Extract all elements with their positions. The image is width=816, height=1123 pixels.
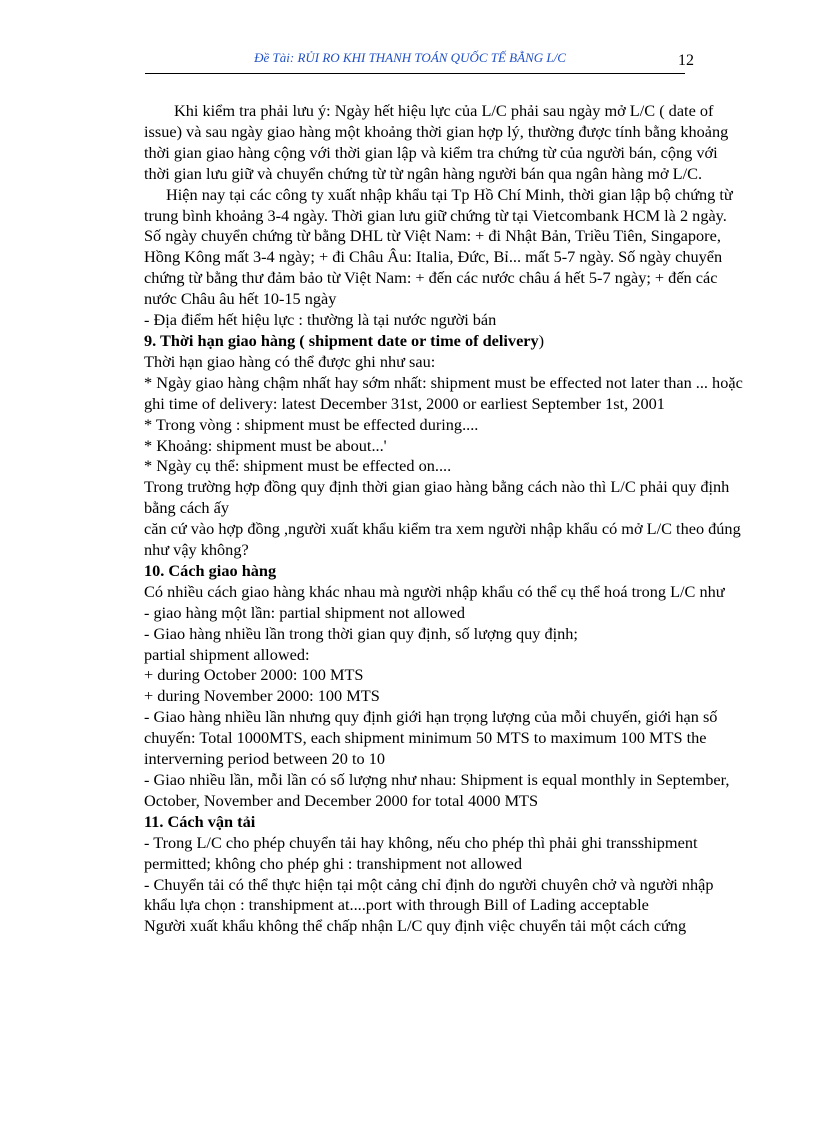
section-heading-9 [144,331,744,352]
list-item: * Ngày giao hàng chậm nhất hay sớm nhất: shipment must be effected not later than ... hoặc ghi time of delivery: latest December 31st, 2000 or earliest September 1st, 2001 [144,372,743,413]
paragraph-shipment-intro: Thời hạn giao hàng có thể được ghi như sau: [144,351,436,371]
list-item: + during November 2000: 100 MTS [144,686,380,706]
paragraph-expiry-note: Khi kiểm tra phải lưu ý: Ngày hết hiệu lực của L/C phải sau ngày mở L/C ( date of issue) và sau ngày giao hàng một khoảng thời gian hợp lý, thường được tính bằng khoảng thời gian giao hàng cộng với thời gian lập và kiểm tra chứng từ của người bán, cộng với thời gian lưu giữ và chuyển chứng từ từ ngân hàng người bán qua ngân hàng mở L/C. [144,101,729,183]
list-item: - Giao nhiều lần, mỗi lần có số lượng như nhau: Shipment is equal monthly in September, October, November and December 2000 for total 4000 MTS [144,770,730,810]
header-title: Đề Tài: RỦI RO KHI THANH TOÁN QUỐC TẾ BẰNG L/C [254,50,566,65]
paragraph-delivery-intro: Có nhiều cách giao hàng khác nhau mà người nhập khẩu có thể cụ thể hoá trong L/C như [144,581,725,601]
list-item: - Chuyển tải có thể thực hiện tại một cảng chỉ định do người chuyên chở và người nhập khẩu lựa chọn : transhipment at....port with through Bill of Lading acceptable [144,874,714,915]
list-item: - giao hàng một lần: partial shipment not allowed [144,602,466,622]
paragraph-hcm-timing: Hiện nay tại các công ty xuất nhập khẩu tại Tp Hồ Chí Minh, thời gian lập bộ chứng từ trung bình khoảng 3-4 ngày. Thời gian lưu giữ chứng từ tại Vietcombank HCM là 2 ngày. Số ngày chuyển chứng từ bằng DHL từ Việt Nam: + đi Nhật Bản, Triều Tiên, Singapore, Hồng Kông mất 3-4 ngày; + đi Châu Âu: Italia, Đức, Bỉ... mất 5-7 ngày. Số ngày chuyển chứng từ bằng thư đảm bảo từ Việt Nam: + đến các nước châu á hết 5-7 ngày; + đến các nước Châu âu hết 10-15 ngày [144,184,733,309]
list-item: * Khoảng: shipment must be about...' [144,435,387,455]
paragraph-contract-rule: Trong trường hợp đồng quy định thời gian giao hàng bằng cách nào thì L/C phải quy định bằng cách ấy [144,477,730,518]
section-heading-9-paren: ) [538,330,545,350]
section-heading-10: 10. Cách giao hàng [144,560,277,580]
header-divider [145,73,685,74]
list-item: - Giao hàng nhiều lần nhưng quy định giới hạn trọng lượng của mỗi chuyến, giới hạn số chuyến: Total 1000MTS, each shipment minimum 50 MTS to maximum 100 MTS the interverning period between 20 to 10 [144,707,718,769]
list-item: partial shipment allowed: [144,644,310,664]
page-number: 12 [678,52,694,69]
document-body [144,101,744,937]
paragraph-exporter-check: căn cứ vào hợp đồng ,người xuất khẩu kiểm tra xem người nhập khẩu có mở L/C theo đúng như vậy không? [144,519,741,560]
paragraph-transhipment-note: Người xuất khẩu không thể chấp nhận L/C quy định việc chuyển tải một cách cứng [144,916,687,936]
section-heading-11: 11. Cách vận tải [144,811,256,831]
list-item: - Trong L/C cho phép chuyển tải hay không, nếu cho phép thì phải ghi transshipment permitted; không cho phép ghi : transhipment not allowed [144,832,698,873]
list-item: - Giao hàng nhiều lần trong thời gian quy định, số lượng quy định; [144,623,578,643]
list-item: * Ngày cụ thể: shipment must be effected on.... [144,456,452,476]
list-item: + during October 2000: 100 MTS [144,665,364,685]
section-heading-9-text: 9. Thời hạn giao hàng ( shipment date or time of delivery [144,330,539,350]
list-item: * Trong vòng : shipment must be effected during.... [144,414,479,434]
paragraph-expiry-place: - Địa điểm hết hiệu lực : thường là tại nước người bán [144,310,497,330]
